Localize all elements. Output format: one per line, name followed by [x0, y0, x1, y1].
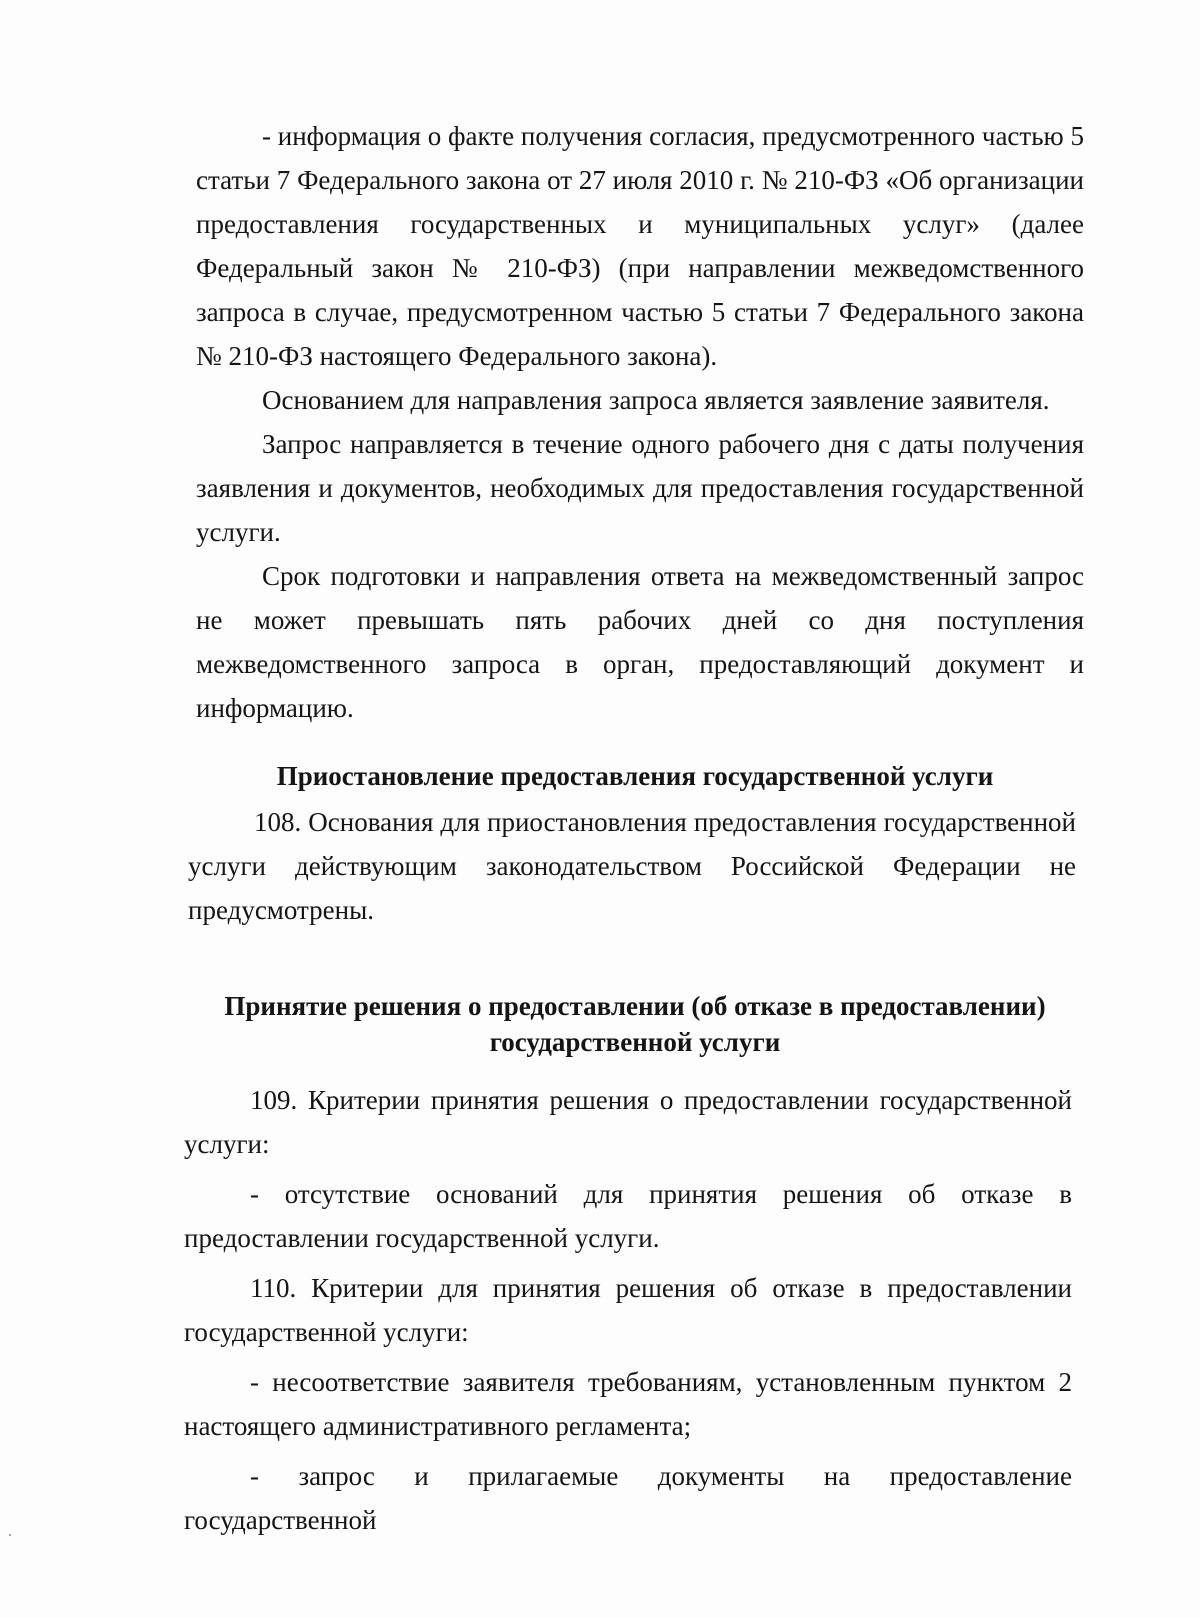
- heading-decision-line1: Принятие решения о предоставлении (об отказе в предоставлении): [224, 991, 1046, 1021]
- heading-decision: [190, 988, 1080, 1060]
- paragraph-consent-info: - информация о факте получения согласия, предусмотренного частью 5 статьи 7 Федерального закона от 27 июля 2010 г. № 210-ФЗ «Об организации предоставления государственных и муниципальных услуг» (далее Федеральный закон № 210-ФЗ) (при направлении межведомственного запроса в случае, предусмотренном частью 5 статьи 7 Федерального закона № 210-ФЗ настоящего Федерального закона).: [196, 121, 1084, 371]
- section-interagency-request: [196, 114, 1084, 730]
- paragraph-108: 108. Основания для приостановления предоставления государственной услуги действующим законодательством Российской Федерации не предусмотрены.: [188, 807, 1076, 925]
- paragraph-109: 109. Критерии принятия решения о предоставлении государственной услуги:: [184, 1085, 1072, 1159]
- scan-speck: [9, 1534, 11, 1536]
- section-decision: [184, 1078, 1072, 1542]
- paragraph-110-item2: - запрос и прилагаемые документы на предоставление государственной: [184, 1461, 1072, 1535]
- paragraph-110: 110. Критерии для принятия решения об отказе в предоставлении государственной услуги:: [184, 1273, 1072, 1347]
- heading-decision-line2: государственной услуги: [489, 1027, 781, 1057]
- paragraph-110-item1: - несоответствие заявителя требованиям, установленным пунктом 2 настоящего административного регламента;: [184, 1367, 1072, 1441]
- paragraph-109-item: - отсутствие оснований для принятия решения об отказе в предоставлении государственной услуги.: [184, 1179, 1072, 1253]
- paragraph-request-deadline: Запрос направляется в течение одного рабочего дня с даты получения заявления и документов, необходимых для предоставления государственной услуги.: [196, 429, 1084, 547]
- paragraph-request-basis: Основанием для направления запроса является заявление заявителя.: [262, 385, 1050, 415]
- paragraph-response-deadline: Срок подготовки и направления ответа на межведомственный запрос не может превышать пять рабочих дней со дня поступления межведомственного запроса в орган, предоставляющий документ и информацию.: [196, 561, 1084, 723]
- section-suspension: [188, 800, 1076, 932]
- heading-suspension: Приостановление предоставления государственной услуги: [276, 761, 994, 791]
